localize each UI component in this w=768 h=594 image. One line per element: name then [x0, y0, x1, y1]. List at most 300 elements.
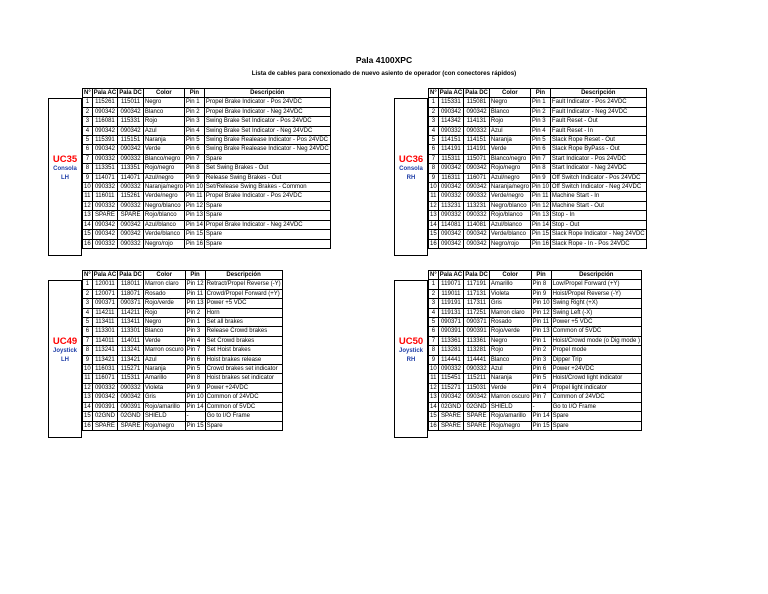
pala-dc: 090342	[464, 393, 490, 402]
pin: Pin 13	[532, 328, 550, 335]
pala-dc: 114071	[118, 173, 144, 182]
pin: Pin 1	[185, 318, 205, 327]
pin: Pin 15	[531, 231, 549, 238]
pala-dc: 117251	[464, 308, 490, 317]
pala-ac: 119131	[438, 308, 463, 317]
wire-color: Azul	[143, 126, 184, 135]
pala-dc: 090332	[118, 239, 144, 248]
column-header: Color	[143, 271, 185, 280]
description: Retract/Propel Reverse (-Y)	[206, 281, 281, 288]
description: Start Indicator - Pos 24VDC	[550, 154, 646, 163]
wire-color: Rosado	[489, 318, 531, 327]
wire-color: Rojo	[143, 308, 185, 317]
description: Common of 5VDC	[551, 327, 641, 336]
column-header: Pin	[184, 89, 204, 98]
wire-color: Rojo/blanco	[489, 211, 530, 220]
pin: Pin 14	[531, 221, 549, 228]
row-number: 10	[430, 184, 437, 191]
row-number: 11	[430, 193, 437, 200]
pala-ac: 090332	[92, 201, 117, 210]
table-row	[429, 308, 642, 317]
description: Set Swing Brakes - Out	[204, 164, 330, 173]
pin: Pin 7	[185, 346, 205, 355]
wire-color: Verde	[489, 383, 531, 392]
column-header: Descripción	[550, 89, 646, 98]
pin: Pin 5	[185, 365, 205, 374]
table-row	[83, 145, 331, 154]
pala-dc: 117311	[464, 299, 490, 308]
description: Slack Rope - In - Pos 24VDC	[550, 239, 646, 248]
pala-ac: 119191	[438, 299, 463, 308]
table-row	[429, 117, 647, 126]
row-number: 5	[429, 318, 439, 327]
wire-color: Naranja	[489, 136, 530, 145]
pala-dc: 090342	[464, 183, 490, 192]
wire-color: Gris	[143, 393, 185, 402]
pin: Pin 8	[185, 374, 205, 383]
row-number: 1	[429, 98, 439, 107]
description: Spare	[551, 412, 641, 421]
table-row	[429, 346, 642, 355]
column-header: Color	[143, 89, 184, 98]
pin: Pin 1	[184, 98, 204, 107]
wire-color: Verde	[489, 145, 530, 154]
row-number: 4	[429, 126, 439, 135]
description: Fault Reset - In	[550, 126, 646, 135]
description: Release Swing Brakes - Out	[204, 173, 330, 182]
pala-dc: 115011	[118, 98, 144, 107]
table-row	[429, 412, 642, 421]
table-row	[429, 201, 647, 210]
pin: Pin 12	[532, 309, 550, 316]
row-number: 9	[429, 173, 439, 182]
wire-color: Negro	[143, 318, 185, 327]
pala-ac: 090332	[92, 239, 117, 248]
description: Swing Brake Realease Indicator - Neg 24VDC	[205, 146, 329, 153]
description: Set/Release Swing Brakes - Common	[204, 183, 330, 192]
table-row	[429, 192, 647, 201]
description: Spare	[204, 211, 330, 220]
pala-dc: 115271	[118, 365, 144, 374]
table-header-row	[83, 271, 283, 280]
pala-ac: 113231	[438, 201, 463, 210]
connector-id	[394, 154, 428, 183]
pala-ac: 090342	[438, 107, 463, 116]
description: Hoist brakes set indicator	[205, 374, 282, 383]
column-header: Color	[489, 89, 530, 98]
wire-color: Marron claro	[489, 308, 531, 317]
pin: Pin 11	[186, 290, 204, 297]
table-row	[429, 383, 642, 392]
pala-ac: 114191	[438, 145, 463, 154]
pala-dc: 090332	[118, 383, 144, 392]
description: Fault Indicator - Neg 24VDC	[550, 107, 646, 116]
pala-dc: 090332	[118, 201, 144, 210]
table-row	[83, 239, 331, 248]
row-number: 6	[83, 145, 93, 154]
table-row	[83, 355, 283, 364]
pin: Pin 10	[185, 184, 203, 191]
table-row	[429, 145, 647, 154]
pala-ac: SPARE	[438, 412, 463, 421]
description: Spare	[204, 230, 330, 239]
wire-color: Azul	[489, 126, 530, 135]
wire-color: Verde/blanco	[143, 230, 184, 239]
pala-ac: 090332	[438, 365, 463, 374]
row-number: 4	[83, 308, 93, 317]
pin: Pin 11	[185, 193, 203, 200]
column-header: Descripción	[205, 271, 282, 280]
pala-ac: 120071	[92, 289, 117, 298]
wiring-table	[82, 88, 331, 249]
column-header: Pala DC	[119, 272, 142, 278]
wire-color: Rojo/amarillo	[489, 412, 531, 421]
pala-dc: SPARE	[464, 421, 490, 430]
wiring-table	[428, 88, 647, 249]
pala-dc: 115071	[464, 154, 490, 163]
pin: Pin 4	[185, 336, 205, 345]
column-header: N°	[430, 272, 437, 278]
table-row	[429, 355, 642, 364]
description: Machine Start - Out	[550, 201, 646, 210]
row-number: 5	[83, 136, 93, 145]
pala-ac: 090332	[438, 126, 463, 135]
pin: Pin 3	[185, 327, 205, 336]
pala-dc: SPARE	[464, 412, 490, 421]
table-row	[83, 365, 283, 374]
pala-dc: 090342	[118, 220, 144, 229]
pala-dc: 115211	[464, 374, 490, 383]
pala-ac: 090342	[92, 220, 117, 229]
pala-ac: 114071	[92, 173, 117, 182]
pala-ac: 090342	[92, 145, 117, 154]
row-number: 14	[430, 221, 437, 228]
table-header-row	[429, 271, 642, 280]
wire-color: Violeta	[143, 383, 185, 392]
description: Swing Left (-X)	[551, 308, 641, 317]
description: Machine Start - In	[550, 192, 646, 201]
row-number: 16	[430, 240, 437, 247]
pala-dc: 114211	[118, 308, 144, 317]
wire-color: Naranja/negro	[144, 184, 183, 191]
column-header: Pala AC	[93, 90, 117, 96]
table-row	[83, 220, 331, 229]
pin: Pin 12	[185, 202, 203, 209]
pin: Pin 4	[530, 126, 550, 135]
description: Propel Brake Indicator - Pos 24VDC	[204, 192, 330, 201]
pala-ac: 090371	[92, 299, 117, 308]
table-row	[83, 393, 283, 402]
table-row	[83, 98, 331, 107]
pala-ac: 090342	[92, 393, 117, 402]
table-row	[83, 383, 283, 392]
wire-color: Naranja	[143, 136, 184, 145]
pala-dc: 116071	[464, 173, 490, 182]
pala-dc: 114191	[464, 145, 490, 154]
description: Spare	[204, 239, 330, 248]
row-number: 8	[429, 346, 439, 355]
description: Slack Rope ByPass - Out	[550, 145, 646, 154]
wire-color: Rojo	[489, 117, 530, 126]
pin: Pin 4	[184, 126, 204, 135]
pin: Pin 13	[186, 300, 204, 307]
pala-ac: 090342	[438, 183, 463, 192]
wire-color: Verde/blanco	[489, 230, 530, 239]
table-header-row	[83, 89, 331, 98]
pala-ac: 114151	[438, 136, 463, 145]
connector-side: LH	[61, 175, 69, 182]
pala-dc: 090342	[118, 145, 144, 154]
wire-color: SHIELD	[143, 412, 185, 421]
pin: Pin 1	[530, 98, 550, 107]
pin: Pin 14	[186, 403, 204, 410]
pala-dc: 113241	[118, 346, 144, 355]
row-number: 16	[430, 422, 437, 429]
column-header: Pala AC	[93, 272, 117, 278]
pin: -	[531, 402, 551, 411]
pala-dc: 090332	[464, 192, 490, 201]
description: Propel mode	[551, 346, 641, 355]
pala-ac: 115271	[438, 383, 463, 392]
table-row	[429, 239, 647, 248]
wire-color: Verde	[143, 336, 185, 345]
row-number: 12	[84, 202, 91, 209]
pin: Pin 7	[184, 154, 204, 163]
table-row	[83, 299, 283, 308]
row-number: 15	[430, 413, 437, 420]
pala-ac: 120011	[92, 280, 117, 289]
pin: Pin 2	[185, 308, 205, 317]
pala-ac: 114342	[438, 117, 463, 126]
wire-color: Rojo/negro	[489, 421, 531, 430]
wire-color: Azul	[489, 365, 531, 374]
pala-ac: SPARE	[92, 211, 117, 220]
description: Set all brakes	[205, 318, 282, 327]
description: Spare	[204, 154, 330, 163]
row-number: 4	[429, 308, 439, 317]
pala-dc: 115031	[464, 383, 490, 392]
column-header: N°	[84, 90, 91, 96]
row-number: 10	[430, 366, 437, 373]
pala-dc: 090342	[464, 230, 490, 239]
table-row	[429, 154, 647, 163]
pin: Pin 8	[184, 164, 204, 173]
description: Hoist brakes release	[205, 355, 282, 364]
pala-dc: SPARE	[118, 421, 144, 430]
description: Stop - Out	[550, 220, 646, 229]
description: Common of 5VDC	[205, 402, 282, 411]
pala-ac: 090342	[92, 126, 117, 135]
pin: Pin 8	[530, 164, 550, 173]
row-number: 14	[84, 403, 91, 410]
row-number: 2	[429, 107, 439, 116]
table-header-row	[429, 89, 647, 98]
row-number: 8	[83, 346, 93, 355]
wire-color: Rojo/verde	[489, 327, 531, 336]
wire-color: Naranja/negro	[490, 184, 529, 191]
table-row	[83, 107, 331, 116]
wire-color: Negro	[489, 336, 531, 345]
description: Set Crowd brakes	[205, 336, 282, 345]
pala-dc: 090371	[118, 299, 144, 308]
column-header: Pala DC	[465, 272, 488, 278]
pala-dc: SPARE	[118, 211, 144, 220]
row-number: 10	[84, 184, 91, 191]
description: Hoist/Crowd mode (o Dig mode )	[552, 337, 640, 344]
description: Off Switch Indicator - Pos 24VDC	[550, 173, 646, 182]
description: Horn	[205, 308, 282, 317]
wire-color: Azul/blanco	[489, 220, 530, 229]
row-number: 6	[429, 145, 439, 154]
row-number: 8	[83, 164, 93, 173]
wire-color: SHIELD	[489, 402, 531, 411]
description: Power +24VDC	[205, 383, 282, 392]
row-number: 12	[430, 202, 437, 209]
table-row	[83, 183, 331, 192]
row-number: 8	[429, 164, 439, 173]
row-number: 1	[83, 98, 93, 107]
pala-ac: 090332	[92, 383, 117, 392]
pala-ac: 116011	[92, 192, 117, 201]
pin: Pin 3	[530, 117, 550, 126]
wire-color: Marron oscuro	[490, 394, 530, 401]
table-row	[83, 117, 331, 126]
table-row	[429, 107, 647, 116]
pala-dc: 113231	[464, 201, 490, 210]
table-row	[83, 280, 283, 289]
row-number: 12	[430, 384, 437, 391]
pin: Pin 3	[184, 117, 204, 126]
pala-dc: 114011	[118, 336, 144, 345]
pala-dc: 113361	[464, 336, 490, 345]
table-row	[83, 173, 331, 182]
row-number: 15	[84, 231, 91, 238]
table-row	[83, 201, 331, 210]
connector-location: Consola	[53, 166, 77, 173]
pala-ac: 090342	[438, 393, 463, 402]
wire-color: Verde/negro	[489, 192, 530, 201]
row-number: 2	[83, 289, 93, 298]
table-row	[429, 183, 647, 192]
pala-ac: 113301	[92, 327, 117, 336]
pin: Pin 9	[185, 383, 205, 392]
pin: Pin 7	[530, 154, 550, 163]
wire-color: Amarillo	[143, 374, 185, 383]
pin: Pin 2	[530, 107, 550, 116]
pala-dc: 090332	[464, 126, 490, 135]
table-row	[429, 173, 647, 182]
description: Propel light indicator	[551, 383, 641, 392]
description: Slack Rope Reset - Out	[550, 136, 646, 145]
pala-dc: 090332	[118, 183, 144, 192]
description: Propel Brake Indicator - Neg 24VDC	[204, 220, 330, 229]
pala-dc: 113351	[118, 164, 144, 173]
pala-ac: 114011	[92, 336, 117, 345]
pala-dc: 090371	[464, 318, 490, 327]
pala-dc: 090342	[118, 107, 144, 116]
pala-ac: SPARE	[438, 421, 463, 430]
row-number: 7	[83, 336, 93, 345]
table-row	[83, 164, 331, 173]
table-row	[83, 308, 283, 317]
description: Crowd/Propel Forward (+Y)	[205, 289, 282, 298]
connector-side: RH	[406, 175, 416, 182]
description: Crowd brakes set indicator	[205, 365, 282, 374]
pala-dc: 02GND	[464, 402, 490, 411]
wire-color: Verde/negro	[143, 192, 184, 201]
pin: Pin 2	[531, 346, 551, 355]
row-number: 9	[83, 355, 93, 364]
wire-color: Rosado	[143, 289, 185, 298]
description: Start Indicator - Neg 24VDC	[550, 164, 646, 173]
pala-dc: 114131	[464, 117, 490, 126]
table-row	[429, 136, 647, 145]
pala-ac: 113411	[92, 318, 117, 327]
pala-ac: 02GND	[92, 412, 117, 421]
pala-ac: 113421	[92, 355, 117, 364]
wire-color: Rojo/negro	[489, 164, 530, 173]
pin: Pin 6	[184, 145, 204, 154]
pala-dc: 090342	[464, 164, 490, 173]
pin: Pin 6	[531, 365, 551, 374]
connector-location: Joystick	[398, 348, 423, 355]
wire-color: Azul/blanco	[143, 220, 184, 229]
wire-color: Verde	[143, 145, 184, 154]
pala-ac: 115391	[92, 136, 117, 145]
table-row	[429, 365, 642, 374]
row-number: 16	[84, 240, 91, 247]
pin: -	[185, 412, 205, 421]
pin: Pin 14	[185, 221, 203, 228]
pala-ac: 113361	[438, 336, 463, 345]
table-row	[429, 289, 642, 298]
row-number: 5	[429, 136, 439, 145]
description: Power +5 VDC	[205, 299, 282, 308]
wire-color: Rojo/negro	[143, 164, 184, 173]
row-number: 14	[84, 221, 91, 228]
wire-color: Blanco	[489, 355, 531, 364]
row-number: 6	[83, 327, 93, 336]
pala-ac: 090332	[92, 183, 117, 192]
pin: Pin 10	[531, 184, 549, 191]
pala-ac: 113281	[438, 346, 463, 355]
row-number: 13	[84, 212, 91, 219]
description: Set Hoist brakes	[205, 346, 282, 355]
row-number: 6	[429, 327, 439, 336]
wiring-table	[428, 270, 642, 431]
column-header: Pala DC	[465, 90, 488, 96]
description: Go to I/O Frame	[551, 402, 641, 411]
wire-color: Negro/rojo	[143, 239, 184, 248]
row-number: 11	[84, 375, 91, 382]
row-number: 2	[83, 107, 93, 116]
pala-ac: 116081	[92, 117, 117, 126]
connector-code: UC49	[52, 336, 78, 348]
pin: Pin 3	[531, 355, 551, 364]
page-title: Pala 4100XPC	[355, 55, 413, 65]
wire-color: Negro/blanco	[489, 201, 530, 210]
table-row	[83, 374, 283, 383]
table-row	[83, 289, 283, 298]
row-number: 16	[84, 422, 91, 429]
connector-id	[48, 154, 82, 183]
pin: Pin 6	[530, 145, 550, 154]
pala-dc: 117191	[464, 280, 490, 289]
pala-ac: 114081	[438, 220, 463, 229]
table-row	[83, 402, 283, 411]
wire-color: Blanco	[143, 107, 184, 116]
connector-side: RH	[406, 357, 416, 364]
